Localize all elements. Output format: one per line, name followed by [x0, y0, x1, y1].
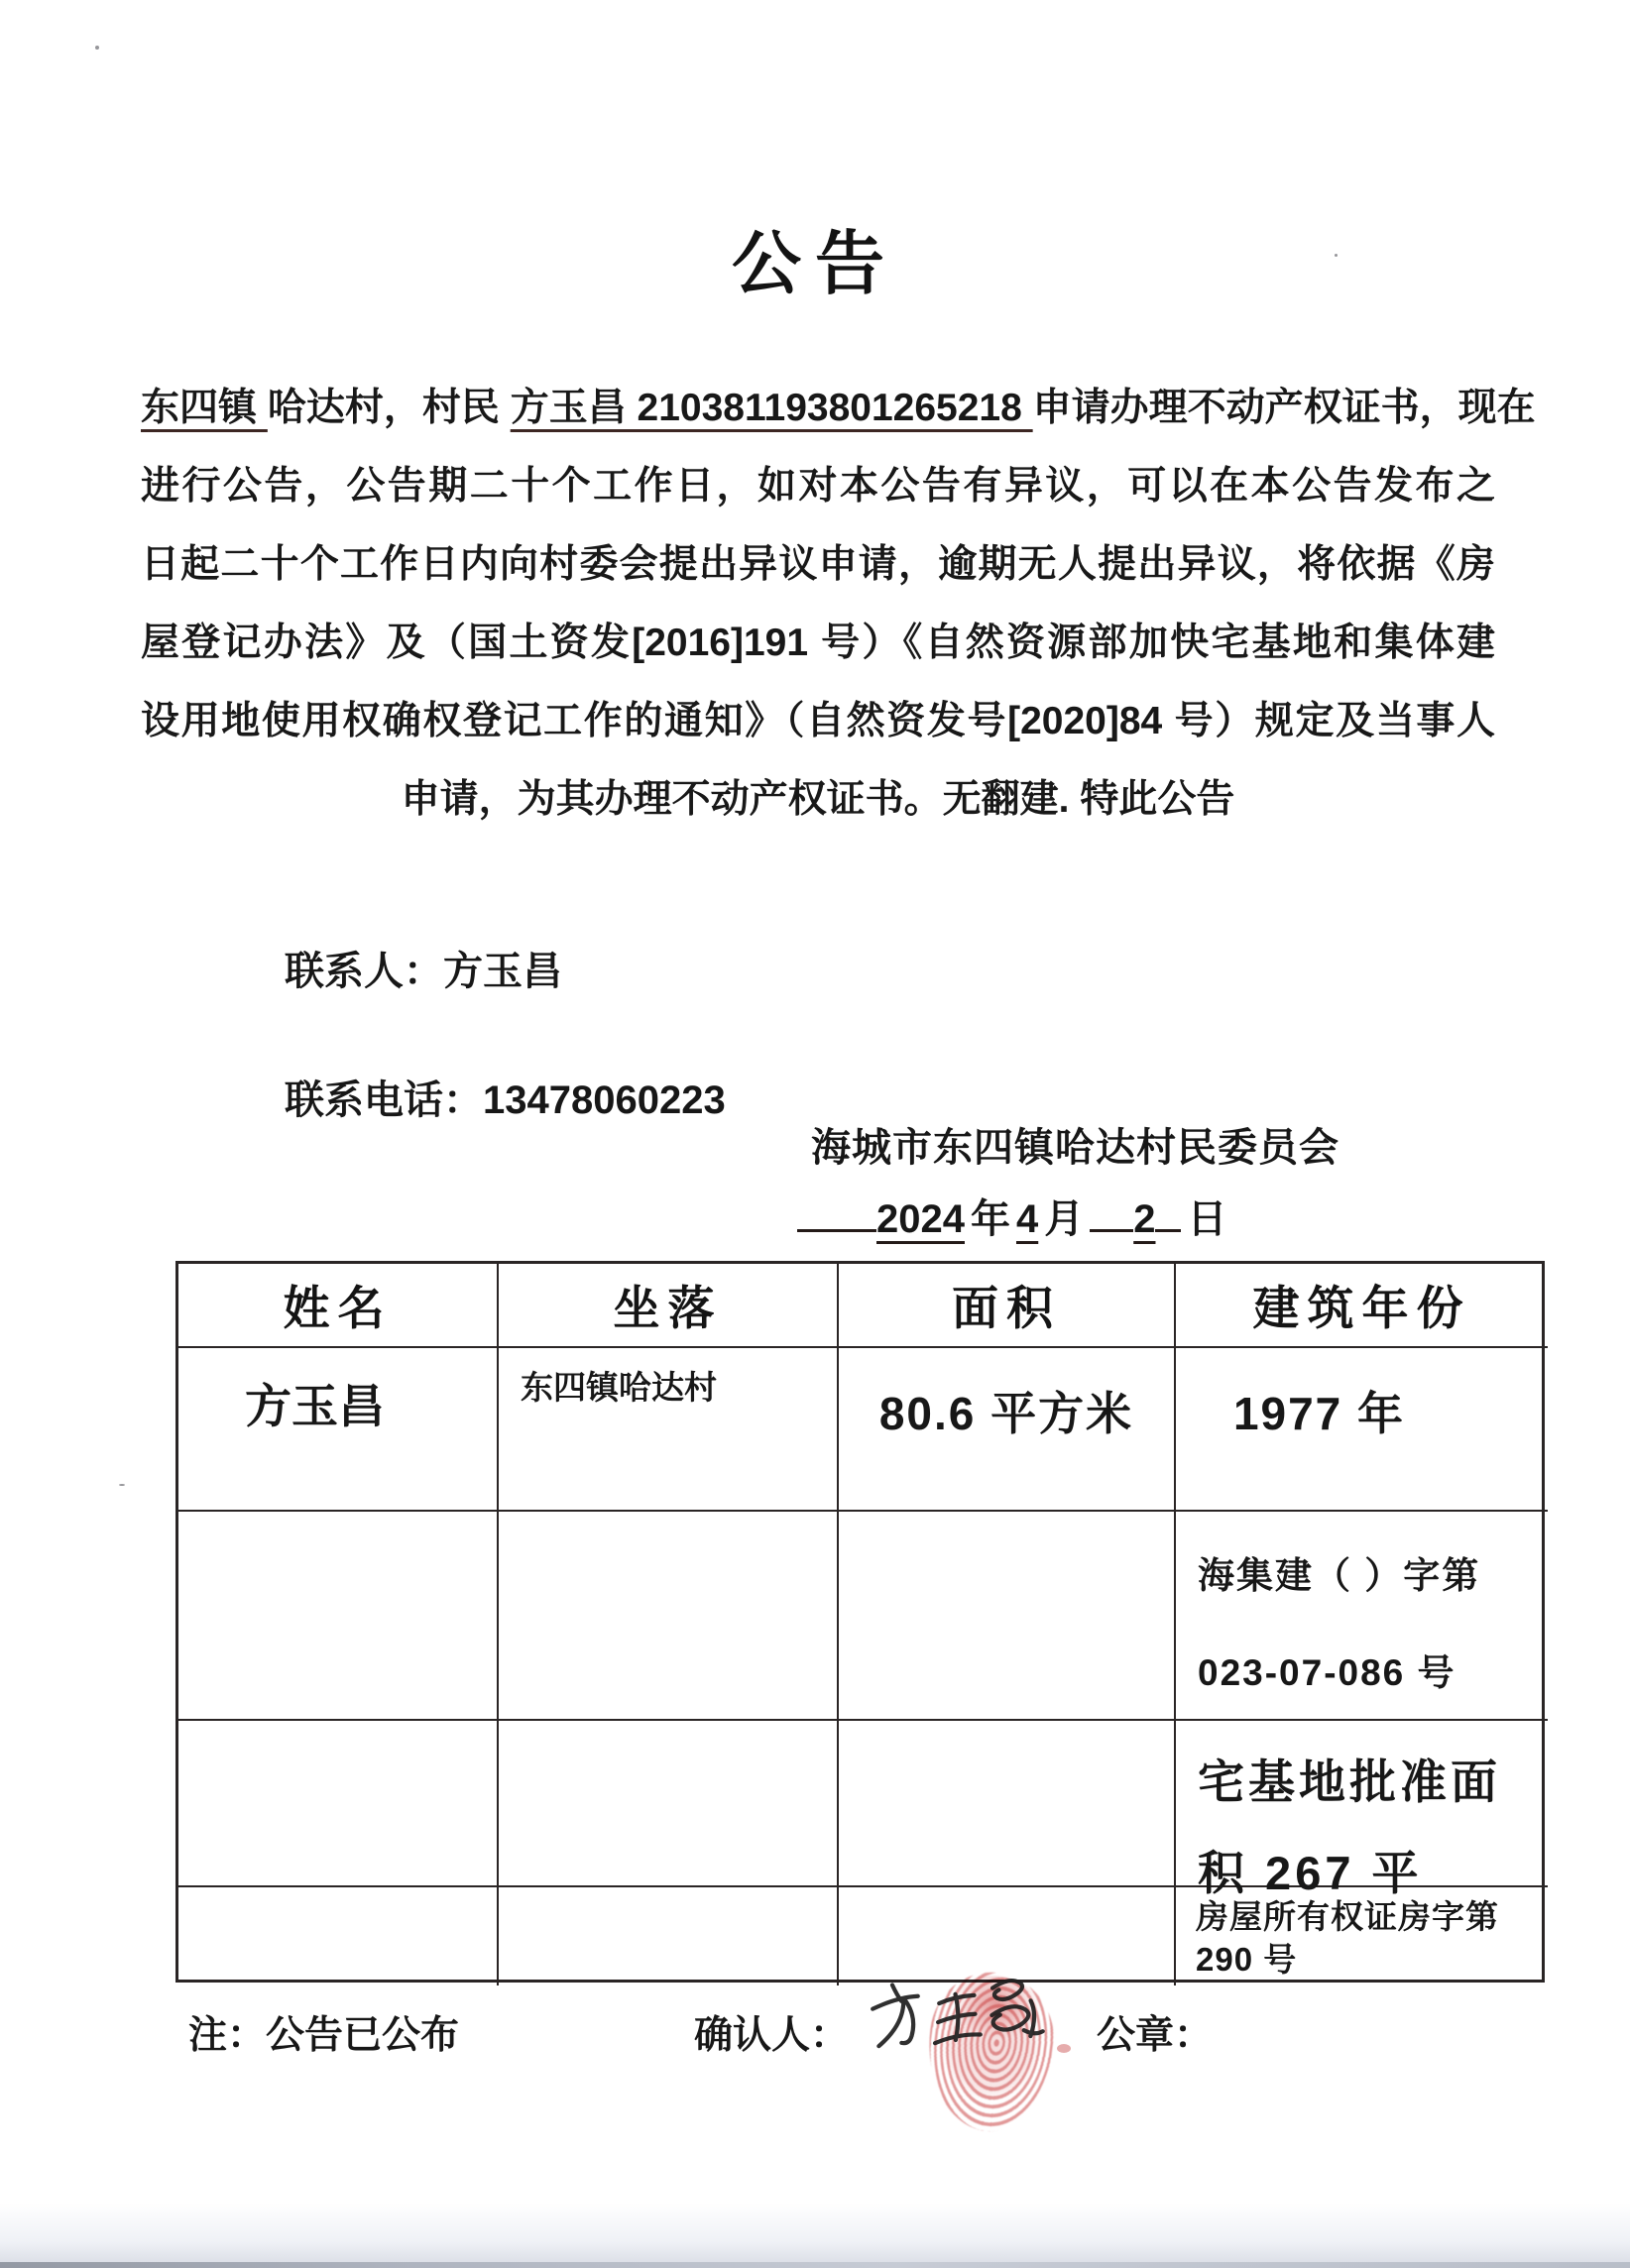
cell-location: 东四镇哈达村 — [499, 1348, 839, 1512]
body-line-1 — [141, 369, 1536, 447]
town-underlined: 东四镇 — [141, 387, 268, 429]
contact-person-line: 联系人：方玉昌 — [285, 950, 562, 993]
date-line — [797, 1188, 1232, 1244]
body-line-2: 进行公告，公告期二十个工作日，如对本公告有异议，可以在本公告发布之 — [141, 465, 1495, 508]
cell-cert-number — [1176, 1512, 1548, 1721]
empty-cell — [839, 1512, 1176, 1721]
cert-number-line-2: 023-07-086 号 — [1198, 1652, 1456, 1693]
date-blank-mid — [1090, 1188, 1133, 1232]
date-blank-tail — [1155, 1188, 1181, 1232]
empty-cell — [178, 1721, 499, 1887]
empty-cell — [499, 1512, 839, 1721]
body-line-5: 设用地使用权确权登记工作的通知》（自然资发号[2020]84 号）规定及当事人 — [141, 700, 1495, 742]
empty-cell — [178, 1512, 499, 1721]
body-line-4: 屋登记办法》及（国土资发[2016]191 号）《自然资源部加快宅基地和集体建 — [141, 622, 1495, 664]
scan-speck — [1335, 254, 1338, 257]
contact-phone-line: 联系电话：13478060223 — [285, 1078, 726, 1122]
cell-owner-name: 方玉昌 — [178, 1348, 499, 1512]
body-line-3: 日起二十个工作日内向村委会提出异议申请，逾期无人提出异议，将依据《房 — [141, 543, 1495, 586]
header-cell-build-year: 建筑年份 — [1176, 1264, 1548, 1348]
ownership-line-1: 房屋所有权证房字第 — [1196, 1898, 1499, 1935]
date-month: 4 — [1015, 1197, 1039, 1241]
official-seal-label: 公章： — [1097, 2014, 1214, 2057]
date-month-unit: 月 — [1044, 1197, 1085, 1241]
committee-name: 海城市东四镇哈达村民委员会 — [811, 1126, 1339, 1170]
date-blank-lead — [797, 1188, 876, 1232]
header-cell-name: 姓名 — [178, 1264, 499, 1348]
date-day: 2 — [1133, 1197, 1156, 1241]
body-line-1-rest: 申请办理不动产权证书，现在 — [1032, 387, 1536, 429]
footer-note: 注：公告已公布 — [188, 2014, 460, 2057]
scan-bottom-edge — [0, 2262, 1630, 2268]
cert-number-line-1: 海集建（ ）字第 — [1198, 1555, 1481, 1596]
date-day-unit: 日 — [1187, 1197, 1227, 1241]
cell-build-year: 1977 年 — [1176, 1348, 1548, 1512]
confirm-person-label: 确认人： — [694, 2014, 850, 2057]
cell-ownership-cert — [1176, 1887, 1548, 1985]
cell-homestead-area — [1176, 1721, 1548, 1899]
announcement-body — [141, 369, 1536, 839]
empty-cell — [499, 1887, 839, 1985]
date-year: 2024 — [876, 1197, 965, 1241]
handwritten-signature — [857, 1962, 1070, 2072]
empty-cell — [499, 1721, 839, 1887]
header-cell-area: 面积 — [839, 1264, 1176, 1348]
empty-cell — [178, 1887, 499, 1985]
homestead-line-2: 积 267 平 — [1198, 1847, 1423, 1899]
body-line-1-text: 哈达村，村民 — [267, 387, 511, 429]
page-title: 公告 — [732, 225, 898, 302]
date-year-unit: 年 — [970, 1197, 1010, 1241]
applicant-underlined: 方玉昌 210381193801265218 — [510, 387, 1033, 429]
scan-bottom-shading — [0, 2203, 1630, 2268]
cell-area: 80.6 平方米 — [839, 1348, 1176, 1512]
ownership-line-2: 290 号 — [1196, 1941, 1298, 1978]
header-cell-location: 坐落 — [499, 1264, 839, 1348]
property-table — [175, 1261, 1545, 1983]
scan-speck — [95, 46, 99, 50]
empty-cell — [839, 1721, 1176, 1887]
body-line-6: 申请，为其办理不动产权证书。无翻建. 特此公告 — [401, 778, 1235, 821]
homestead-line-1: 宅基地批准面 — [1198, 1756, 1501, 1808]
scan-speck — [119, 1484, 125, 1486]
